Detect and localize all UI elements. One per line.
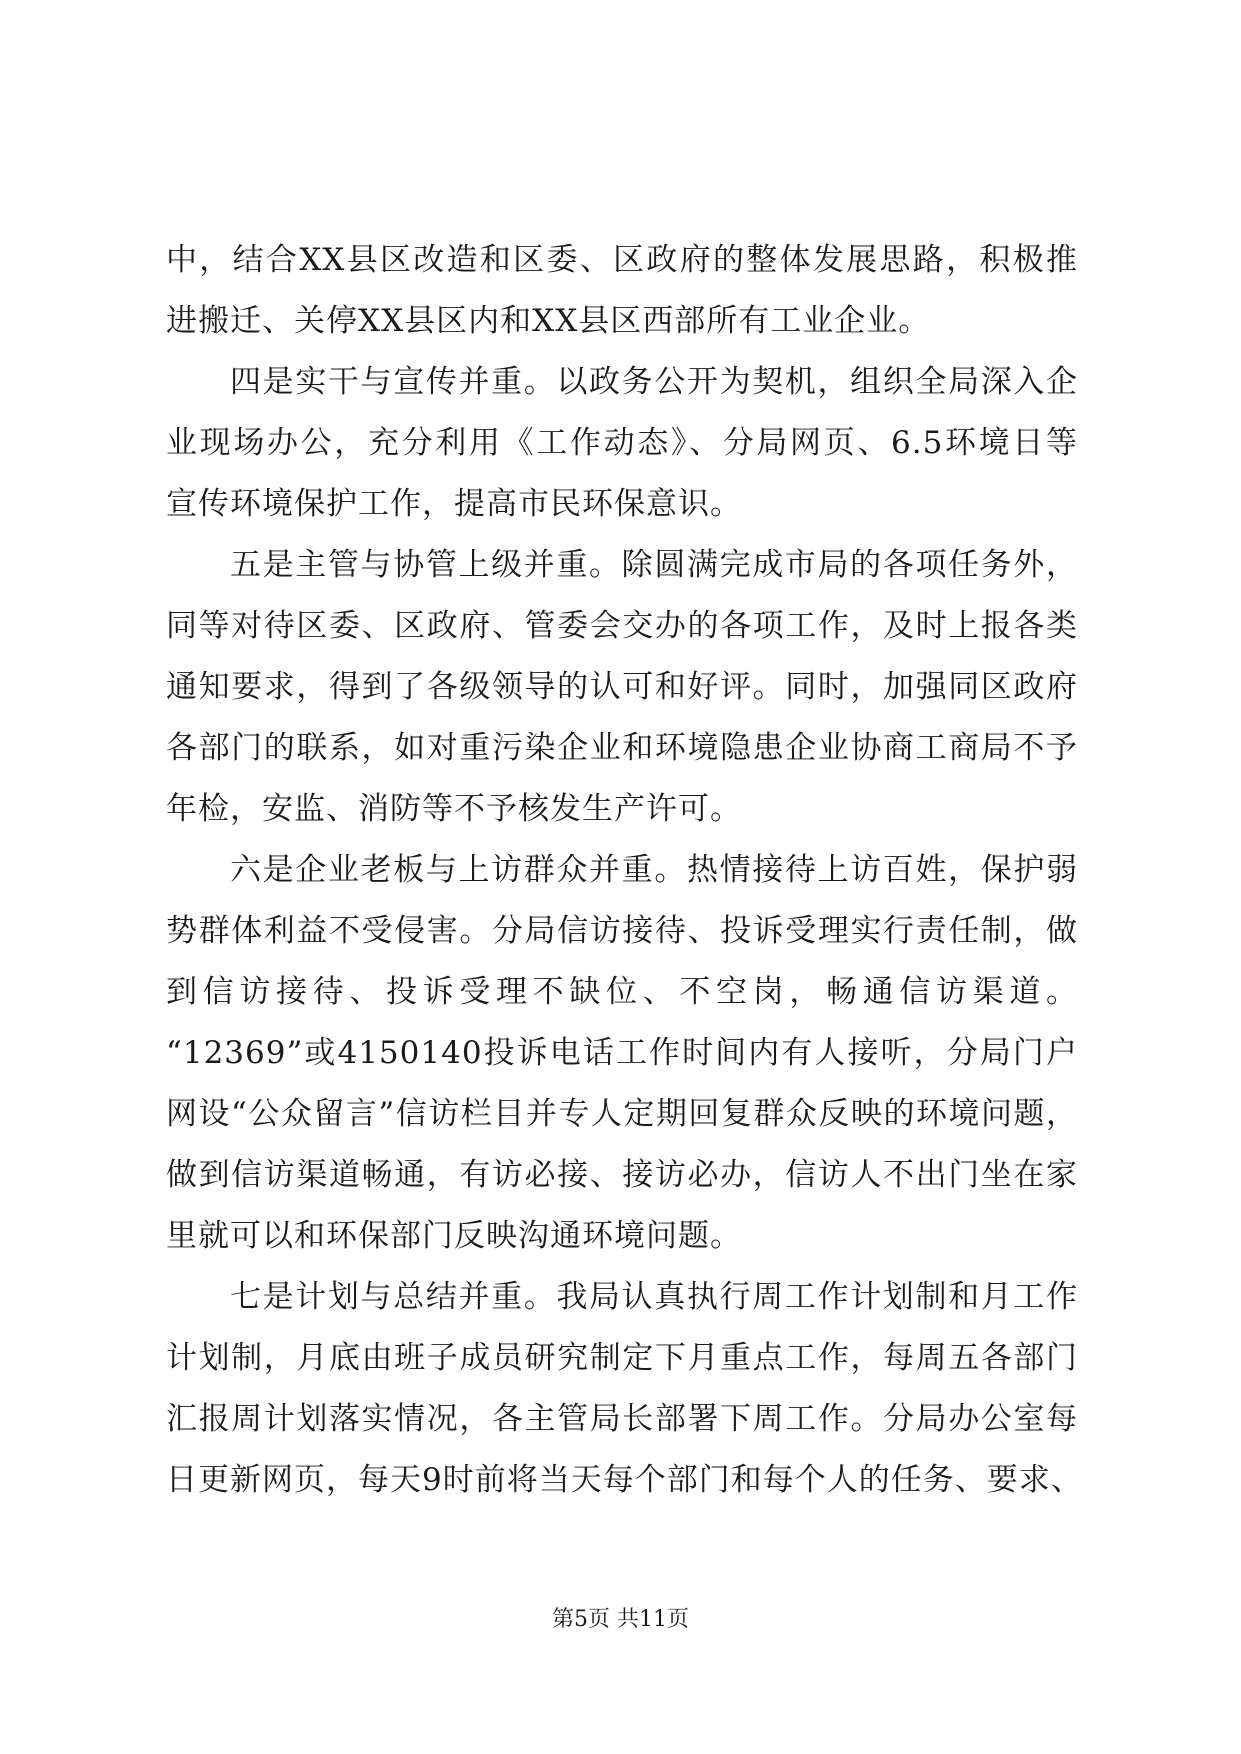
- paragraph: [166, 230, 1078, 352]
- text-line: 五是主管与协管上级并重。除圆满完成市局的各项任务外，: [230, 547, 1078, 583]
- page-number: 第5页 共11页: [552, 1607, 689, 1632]
- paragraph: [166, 1267, 1083, 1511]
- paragraph: [166, 840, 1078, 1267]
- paragraph: [166, 352, 1078, 535]
- text-line: 中，结合XX县区改造和区委、区政府的整体发展思路，积极推: [166, 242, 1078, 278]
- text-line: 汇报周计划落实情况，各主管局长部署下周工作。分局办公室每: [166, 1401, 1078, 1437]
- text-line: 计划制，月底由班子成员研究制定下月重点工作，每周五各部门: [166, 1340, 1078, 1376]
- document-body: [166, 230, 1083, 1511]
- text-line: 做到信访渠道畅通，有访必接、接访必办，信访人不出门坐在家: [166, 1157, 1078, 1193]
- text-line: 里就可以和环保部门反映沟通环境问题。: [166, 1218, 742, 1254]
- text-line: 同等对待区委、区政府、管委会交办的各项工作，及时上报各类: [166, 608, 1078, 644]
- text-line: 进搬迁、关停XX县区内和XX县区西部所有工业企业。: [166, 303, 931, 339]
- text-line: 宣传环境保护工作，提高市民环保意识。: [166, 486, 742, 522]
- text-line: 各部门的联系，如对重污染企业和环境隐患企业协商工商局不予: [166, 730, 1078, 766]
- text-line: 日更新网页，每天9时前将当天每个部门和每个人的任务、要求、: [166, 1462, 1083, 1498]
- text-line: 网设“公众留言”信访栏目并专人定期回复群众反映的环境问题，: [166, 1096, 1078, 1132]
- text-line: 四是实干与宣传并重。以政务公开为契机，组织全局深入企: [230, 364, 1078, 400]
- page-footer: [0, 1605, 1241, 1635]
- text-line: 六是企业老板与上访群众并重。热情接待上访百姓，保护弱: [230, 852, 1078, 888]
- text-line: 到信访接待、投诉受理不缺位、不空岗，畅通信访渠道。: [166, 974, 1078, 1010]
- text-line: 年检，安监、消防等不予核发生产许可。: [166, 791, 742, 827]
- text-line: “12369”或4150140投诉电话工作时间内有人接听，分局门户: [166, 1035, 1078, 1071]
- paragraph: [166, 535, 1078, 840]
- text-line: 业现场办公，充分利用《工作动态》、分局网页、6.5环境日等: [166, 425, 1078, 461]
- text-line: 通知要求，得到了各级领导的认可和好评。同时，加强同区政府: [166, 669, 1078, 705]
- text-line: 七是计划与总结并重。我局认真执行周工作计划制和月工作: [230, 1279, 1078, 1315]
- text-line: 势群体利益不受侵害。分局信访接待、投诉受理实行责任制，做: [166, 913, 1078, 949]
